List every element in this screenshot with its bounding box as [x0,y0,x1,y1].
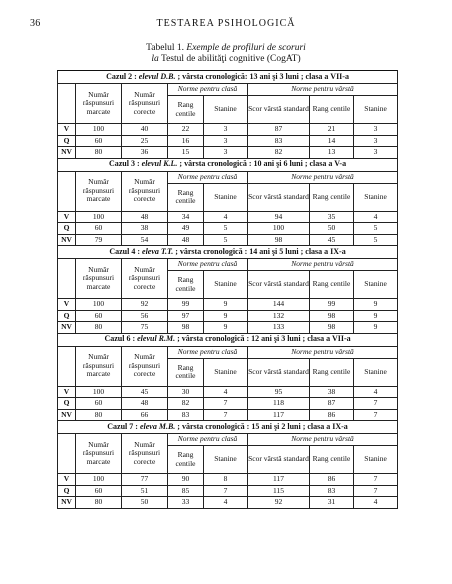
table-cell: 25 [122,135,168,147]
table-cell: 100 [76,386,122,398]
caption-line-1 [0,43,452,54]
norms-row [58,171,398,183]
table-cell: 33 [168,497,204,509]
table-cell: 7 [204,409,248,421]
table-cell: 9 [354,299,398,311]
table-cell: 99 [310,299,354,311]
table-cell: 7 [204,398,248,410]
rank-age-header: Rang centile [310,358,354,386]
table-cell: 66 [122,409,168,421]
table-cell: 9 [204,310,248,322]
table-cell: 60 [76,135,122,147]
row-label: V [58,211,76,223]
case-title-row [58,158,398,171]
table-cell: 92 [248,497,310,509]
case-title [58,421,398,434]
table-cell: 83 [168,409,204,421]
table-cell: 77 [122,474,168,486]
row-label: NV [58,234,76,246]
table-cell: 7 [354,485,398,497]
marked-header: Număr răspunsuri marcate [76,259,122,299]
class-norms-header: Norme pentru clasă [168,346,248,358]
table-cell: 36 [122,147,168,159]
stanine-age-header: Stanine [354,183,398,211]
table-cell: 97 [168,310,204,322]
table-cell: 98 [168,322,204,334]
row-label: NV [58,322,76,334]
blank-cell [58,171,76,211]
case-details: ; vârsta cronologică : 12 ani şi 3 luni ; clasa a VII-a [175,334,351,344]
table-cell: 4 [354,497,398,509]
row-label: Q [58,398,76,410]
table-cell: 45 [310,234,354,246]
table-cell: 87 [248,124,310,136]
table-cell: 4 [204,497,248,509]
caption-line2-rest: Testul de abilităţi cognitive (CogAT) [158,54,301,64]
case-title [58,333,398,346]
table-cell: 117 [248,409,310,421]
stanine-age-header: Stanine [354,271,398,299]
table-cell: 60 [76,310,122,322]
table-cell: 56 [122,310,168,322]
table-cell: 83 [248,135,310,147]
stanine-age-header: Stanine [354,446,398,474]
norms-row [58,84,398,96]
std-score-header: Scor vârstă standard [248,446,310,474]
case-details: ; vârsta cronologică : 10 ani şi 6 luni ; clasa a V-a [177,159,347,169]
case-title-row [58,71,398,84]
table-cell: 60 [76,223,122,235]
table-cell: 90 [168,474,204,486]
case-title-row [58,421,398,434]
table-cell: 54 [122,234,168,246]
norms-row [58,259,398,271]
table-cell: 7 [204,485,248,497]
table-cell: 9 [354,310,398,322]
row-label: NV [58,147,76,159]
case-label: Cazul 6 : [104,334,138,344]
rank-age-header: Rang centile [310,183,354,211]
case-student: elevul D.B. [138,71,176,81]
stanine-age-header: Stanine [354,96,398,124]
table-cell: 5 [354,223,398,235]
table-cell: 100 [76,474,122,486]
table-cell: 80 [76,147,122,159]
blank-cell [58,346,76,386]
table-cell: 95 [248,386,310,398]
table-cell: 51 [122,485,168,497]
table-cell: 16 [168,135,204,147]
table-cell: 50 [310,223,354,235]
case-student: eleva T.T. [142,246,174,256]
table-cell: 35 [310,211,354,223]
table-cell: 4 [204,211,248,223]
table-cell: 30 [168,386,204,398]
table-cell: 82 [168,398,204,410]
correct-header: Număr răspunsuri corecte [122,171,168,211]
blank-cell [58,259,76,299]
case-title [58,246,398,259]
table-cell: 3 [204,124,248,136]
running-head: TESTAREA PSIHOLOGICĂ [156,18,296,29]
blank-cell [58,84,76,124]
table-cell: 50 [122,497,168,509]
table-cell: 100 [76,211,122,223]
correct-header: Număr răspunsuri corecte [122,84,168,124]
case-details: ; vârsta cronologică : 14 ani şi 5 luni ; clasa a IX-a [173,246,346,256]
age-norms-header: Norme pentru vârstă [248,171,398,183]
table-cell: 9 [204,299,248,311]
table-cell: 48 [122,211,168,223]
table-cell: 31 [310,497,354,509]
stanine-header: Stanine [204,183,248,211]
row-label: V [58,299,76,311]
case-details: ; vârsta cronologică: 13 ani şi 3 luni ; clasa a VII-a [175,71,349,81]
table-row [58,474,398,486]
table-cell: 48 [122,398,168,410]
class-norms-header: Norme pentru clasă [168,434,248,446]
table-cell: 75 [122,322,168,334]
table-cell: 144 [248,299,310,311]
class-norms-header: Norme pentru clasă [168,84,248,96]
table-cell: 3 [354,147,398,159]
score-table-container [57,70,397,509]
table-cell: 79 [76,234,122,246]
table-cell: 38 [122,223,168,235]
marked-header: Număr răspunsuri marcate [76,84,122,124]
caption-prefix: Tabelul 1. [146,43,187,53]
table-row [58,310,398,322]
correct-header: Număr răspunsuri corecte [122,434,168,474]
table-cell: 60 [76,398,122,410]
table-cell: 48 [168,234,204,246]
stanine-header: Stanine [204,96,248,124]
case-title-row [58,333,398,346]
table-cell: 98 [248,234,310,246]
rank-header: Rang centile [168,96,204,124]
std-score-header: Scor vârstă standard [248,358,310,386]
table-cell: 3 [204,147,248,159]
table-cell: 99 [168,299,204,311]
std-score-header: Scor vârstă standard [248,183,310,211]
case-title-row [58,246,398,259]
case-label: Cazul 4 : [109,246,143,256]
table-row [58,211,398,223]
age-norms-header: Norme pentru vârstă [248,84,398,96]
table-cell: 8 [204,474,248,486]
table-cell: 60 [76,485,122,497]
table-cell: 13 [310,147,354,159]
caption-line2-italic: la [151,54,159,64]
case-title [58,158,398,171]
table-cell: 7 [354,474,398,486]
row-label: Q [58,223,76,235]
case-label: Cazul 7 : [107,421,140,431]
table-row [58,234,398,246]
marked-header: Număr răspunsuri marcate [76,434,122,474]
case-student: eleva M.B. [139,421,176,431]
table-cell: 87 [310,398,354,410]
table-cell: 9 [204,322,248,334]
table-cell: 40 [122,124,168,136]
table-cell: 92 [122,299,168,311]
table-cell: 85 [168,485,204,497]
rank-age-header: Rang centile [310,271,354,299]
table-row [58,299,398,311]
table-cell: 100 [248,223,310,235]
stanine-age-header: Stanine [354,358,398,386]
table-row [58,135,398,147]
table-cell: 5 [354,234,398,246]
stanine-header: Stanine [204,446,248,474]
case-student: elevul K.L. [141,159,178,169]
table-cell: 22 [168,124,204,136]
table-cell: 3 [354,124,398,136]
age-norms-header: Norme pentru vârstă [248,259,398,271]
table-cell: 21 [310,124,354,136]
rank-header: Rang centile [168,358,204,386]
table-cell: 86 [310,409,354,421]
row-label: NV [58,497,76,509]
table-cell: 5 [204,234,248,246]
table-row [58,223,398,235]
table-row [58,497,398,509]
row-label: Q [58,485,76,497]
table-cell: 82 [248,147,310,159]
table-cell: 14 [310,135,354,147]
page-number: 36 [30,18,41,29]
table-cell: 45 [122,386,168,398]
table-cell: 34 [168,211,204,223]
case-label: Cazul 3 : [108,159,142,169]
table-cell: 80 [76,497,122,509]
table-cell: 9 [354,322,398,334]
std-score-header: Scor vârstă standard [248,271,310,299]
score-profiles-table [57,70,398,509]
table-cell: 3 [204,135,248,147]
correct-header: Număr răspunsuri corecte [122,346,168,386]
table-cell: 3 [354,135,398,147]
table-cell: 49 [168,223,204,235]
rank-header: Rang centile [168,271,204,299]
row-label: V [58,386,76,398]
case-title [58,71,398,84]
table-row [58,386,398,398]
age-norms-header: Norme pentru vârstă [248,434,398,446]
marked-header: Număr răspunsuri marcate [76,346,122,386]
correct-header: Număr răspunsuri corecte [122,259,168,299]
table-cell: 7 [354,398,398,410]
marked-header: Număr răspunsuri marcate [76,171,122,211]
norms-row [58,346,398,358]
table-cell: 133 [248,322,310,334]
row-label: NV [58,409,76,421]
std-score-header: Scor vârstă standard [248,96,310,124]
table-cell: 115 [248,485,310,497]
rank-age-header: Rang centile [310,446,354,474]
case-student: elevul R.M. [137,334,176,344]
table-cell: 5 [204,223,248,235]
table-cell: 118 [248,398,310,410]
table-cell: 98 [310,322,354,334]
table-cell: 100 [76,299,122,311]
rank-header: Rang centile [168,446,204,474]
table-cell: 38 [310,386,354,398]
table-cell: 4 [204,386,248,398]
row-label: V [58,124,76,136]
table-caption [0,43,452,65]
table-cell: 83 [310,485,354,497]
table-cell: 132 [248,310,310,322]
age-norms-header: Norme pentru vârstă [248,346,398,358]
table-row [58,147,398,159]
table-row [58,322,398,334]
table-cell: 100 [76,124,122,136]
caption-title: Exemple de profiluri de scoruri [186,43,306,53]
stanine-header: Stanine [204,358,248,386]
stanine-header: Stanine [204,271,248,299]
table-cell: 80 [76,409,122,421]
table-cell: 15 [168,147,204,159]
blank-cell [58,434,76,474]
table-row [58,485,398,497]
case-details: ; vârsta cronologică : 15 ani şi 2 luni ; clasa a IX-a [175,421,348,431]
norms-row [58,434,398,446]
rank-header: Rang centile [168,183,204,211]
caption-line-2 [0,54,452,65]
row-label: Q [58,310,76,322]
table-row [58,124,398,136]
table-cell: 4 [354,211,398,223]
table-cell: 7 [354,409,398,421]
table-cell: 86 [310,474,354,486]
case-label: Cazul 2 : [106,71,139,81]
class-norms-header: Norme pentru clasă [168,171,248,183]
table-row [58,409,398,421]
row-label: Q [58,135,76,147]
table-cell: 117 [248,474,310,486]
table-cell: 80 [76,322,122,334]
rank-age-header: Rang centile [310,96,354,124]
table-cell: 4 [354,386,398,398]
table-cell: 94 [248,211,310,223]
row-label: V [58,474,76,486]
table-row [58,398,398,410]
table-cell: 98 [310,310,354,322]
class-norms-header: Norme pentru clasă [168,259,248,271]
